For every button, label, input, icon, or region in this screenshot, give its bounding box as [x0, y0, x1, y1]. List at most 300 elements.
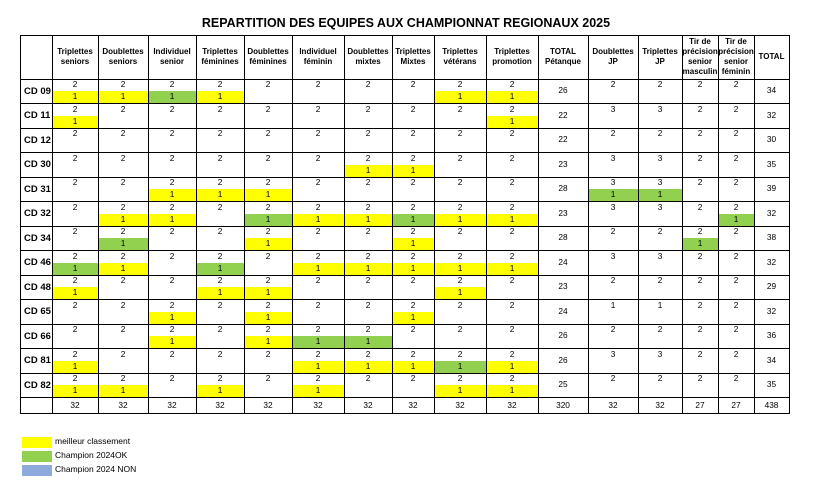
- count-cell: 2: [169, 275, 175, 286]
- count-cell: 3: [610, 103, 616, 114]
- count-cell: 2: [733, 152, 739, 163]
- highlight-cell: 1: [98, 263, 148, 275]
- count-cell: 2: [410, 226, 416, 237]
- count-cell: 1: [657, 299, 663, 310]
- totals-cell: 32: [215, 399, 225, 410]
- count-cell: 2: [509, 177, 515, 188]
- highlight-cell: [148, 263, 196, 275]
- highlight-cell: [588, 116, 638, 128]
- count-cell: 2: [365, 103, 371, 114]
- count-cell: 2: [509, 226, 515, 237]
- highlight-cell: [52, 238, 98, 250]
- count-cell: 2: [697, 324, 703, 335]
- highlight-cell: [682, 336, 718, 348]
- count-cell: 2: [217, 152, 223, 163]
- count-cell: 2: [72, 250, 78, 261]
- highlight-cell: [244, 116, 292, 128]
- highlight-cell: [718, 140, 754, 152]
- count-cell: 2: [410, 79, 416, 90]
- highlight-cell: [486, 189, 538, 201]
- highlight-cell: 1: [52, 116, 98, 128]
- highlight-cell: [588, 140, 638, 152]
- highlight-cell: [638, 361, 682, 373]
- highlight-cell: [344, 91, 392, 103]
- highlight-cell: [682, 165, 718, 177]
- count-cell: 3: [610, 177, 616, 188]
- grid-line: [538, 35, 539, 414]
- highlight-cell: 1: [244, 214, 292, 226]
- grid-line: [20, 324, 789, 325]
- highlight-cell: [638, 238, 682, 250]
- highlight-cell: [344, 385, 392, 397]
- highlight-cell: [196, 238, 244, 250]
- highlight-cell: [52, 189, 98, 201]
- legend-item-champion-non: [22, 465, 222, 476]
- count-cell: 2: [733, 373, 739, 384]
- highlight-cell: [344, 116, 392, 128]
- count-cell: 2: [697, 373, 703, 384]
- highlight-cell: [486, 287, 538, 299]
- highlight-cell: [196, 361, 244, 373]
- count-cell: 2: [509, 103, 515, 114]
- totals-cell: 32: [263, 399, 273, 410]
- count-cell: 2: [657, 373, 663, 384]
- highlight-cell: 1: [486, 385, 538, 397]
- count-cell: 2: [457, 128, 463, 139]
- total-cell: 32: [766, 109, 777, 120]
- count-cell: 2: [365, 226, 371, 237]
- count-cell: 2: [365, 201, 371, 212]
- totals-cell: 32: [70, 399, 80, 410]
- count-cell: 2: [509, 152, 515, 163]
- count-cell: 2: [315, 250, 321, 261]
- highlight-cell: 1: [148, 336, 196, 348]
- highlight-cell: [98, 287, 148, 299]
- count-cell: 2: [265, 177, 271, 188]
- totals-cell: 32: [408, 399, 418, 410]
- grid-line: [196, 35, 197, 414]
- highlight-cell: [52, 165, 98, 177]
- highlight-cell: 1: [392, 263, 434, 275]
- count-cell: 2: [72, 177, 78, 188]
- highlight-cell: [718, 361, 754, 373]
- highlight-cell: [98, 165, 148, 177]
- count-cell: 2: [72, 152, 78, 163]
- highlight-cell: [682, 91, 718, 103]
- highlight-cell: [392, 336, 434, 348]
- highlight-cell: [244, 165, 292, 177]
- cd-label: CD 81: [24, 355, 51, 367]
- column-header: Doublettes JP: [592, 47, 634, 66]
- total-petanque-cell: 26: [558, 354, 568, 365]
- highlight-cell: [244, 361, 292, 373]
- count-cell: 2: [315, 103, 321, 114]
- total-cell: 34: [766, 85, 777, 96]
- highlight-cell: [196, 165, 244, 177]
- count-cell: 2: [315, 299, 321, 310]
- count-cell: 2: [697, 177, 703, 188]
- highlight-cell: [588, 312, 638, 324]
- count-cell: 2: [169, 201, 175, 212]
- count-cell: 2: [457, 152, 463, 163]
- count-cell: 2: [120, 177, 126, 188]
- cd-label: CD 65: [24, 306, 51, 318]
- grid-line: [20, 373, 789, 374]
- highlight-cell: [638, 312, 682, 324]
- grid-line: [434, 35, 435, 414]
- highlight-cell: 1: [638, 189, 682, 201]
- highlight-cell: [52, 312, 98, 324]
- highlight-cell: [588, 361, 638, 373]
- count-cell: 2: [697, 299, 703, 310]
- totals-cell: 32: [363, 399, 373, 410]
- highlight-cell: [292, 189, 344, 201]
- count-cell: 2: [72, 275, 78, 286]
- highlight-cell: [292, 287, 344, 299]
- count-cell: 2: [72, 324, 78, 335]
- total-cell: 38: [766, 232, 777, 243]
- column-header: Individuel senior: [153, 47, 191, 66]
- highlight-cell: 1: [718, 214, 754, 226]
- highlight-cell: [292, 140, 344, 152]
- highlight-cell: [196, 336, 244, 348]
- count-cell: 2: [72, 226, 78, 237]
- highlight-cell: [344, 189, 392, 201]
- count-cell: 2: [697, 348, 703, 359]
- total-cell: 32: [766, 256, 777, 267]
- totals-cell: 320: [556, 399, 570, 410]
- count-cell: 2: [657, 275, 663, 286]
- highlight-cell: 1: [148, 91, 196, 103]
- count-cell: 2: [265, 103, 271, 114]
- highlight-cell: [682, 140, 718, 152]
- highlight-cell: [434, 140, 486, 152]
- highlight-cell: 1: [434, 214, 486, 226]
- highlight-cell: 1: [486, 263, 538, 275]
- championship-table: [20, 35, 796, 425]
- count-cell: 2: [509, 373, 515, 384]
- totals-label: [20, 398, 52, 414]
- count-cell: 2: [217, 103, 223, 114]
- column-header: Triplettes féminines: [201, 47, 239, 66]
- grid-line: [20, 275, 789, 276]
- highlight-cell: [588, 238, 638, 250]
- count-cell: 2: [733, 103, 739, 114]
- total-cell: 34: [766, 354, 777, 365]
- highlight-cell: [148, 287, 196, 299]
- count-cell: 2: [365, 299, 371, 310]
- totals-cell: 32: [167, 399, 177, 410]
- count-cell: 2: [265, 79, 271, 90]
- count-cell: 2: [120, 250, 126, 261]
- highlight-cell: [682, 263, 718, 275]
- total-petanque-cell: 24: [558, 305, 568, 316]
- highlight-cell: [148, 140, 196, 152]
- count-cell: 2: [410, 299, 416, 310]
- highlight-cell: [292, 116, 344, 128]
- totals-cell: 27: [731, 399, 741, 410]
- count-cell: 2: [217, 79, 223, 90]
- count-cell: 2: [733, 128, 739, 139]
- legend-item-champion-ok: [22, 451, 222, 462]
- count-cell: 2: [365, 177, 371, 188]
- count-cell: 2: [610, 324, 616, 335]
- count-cell: 3: [657, 177, 663, 188]
- highlight-cell: [434, 312, 486, 324]
- count-cell: 2: [120, 79, 126, 90]
- totals-cell: 27: [695, 399, 705, 410]
- highlight-cell: [148, 361, 196, 373]
- count-cell: 3: [610, 152, 616, 163]
- totals-cell: 32: [118, 399, 128, 410]
- highlight-cell: [682, 116, 718, 128]
- highlight-cell: [718, 116, 754, 128]
- highlight-cell: [718, 189, 754, 201]
- highlight-cell: 1: [344, 336, 392, 348]
- count-cell: 2: [217, 226, 223, 237]
- count-cell: 2: [265, 299, 271, 310]
- highlight-cell: [682, 189, 718, 201]
- count-cell: 2: [169, 250, 175, 261]
- highlight-cell: 1: [392, 361, 434, 373]
- highlight-cell: [196, 140, 244, 152]
- count-cell: 3: [657, 348, 663, 359]
- legend-label: meilleur classement: [55, 436, 131, 446]
- highlight-cell: 1: [52, 361, 98, 373]
- grid-line: [20, 201, 789, 202]
- count-cell: 2: [169, 226, 175, 237]
- grid-line: [20, 250, 789, 251]
- count-cell: 2: [697, 250, 703, 261]
- count-cell: 2: [733, 250, 739, 261]
- highlight-cell: [344, 312, 392, 324]
- count-cell: 2: [457, 250, 463, 261]
- totals-cell: 32: [455, 399, 465, 410]
- highlight-cell: [392, 91, 434, 103]
- highlight-cell: [638, 336, 682, 348]
- column-header: TOTAL: [758, 52, 785, 61]
- highlight-cell: 1: [486, 91, 538, 103]
- count-cell: 2: [169, 348, 175, 359]
- totals-cell: 32: [507, 399, 517, 410]
- column-header: TOTAL Pétanque: [544, 47, 581, 66]
- grid-line: [20, 35, 789, 36]
- count-cell: 2: [610, 373, 616, 384]
- grid-line: [486, 35, 487, 414]
- highlight-cell: [588, 214, 638, 226]
- highlight-cell: [292, 238, 344, 250]
- count-cell: 2: [120, 103, 126, 114]
- highlight-cell: 1: [98, 385, 148, 397]
- count-cell: 2: [315, 201, 321, 212]
- count-cell: 2: [72, 128, 78, 139]
- highlight-cell: [588, 385, 638, 397]
- highlight-cell: [718, 263, 754, 275]
- highlight-cell: 1: [244, 238, 292, 250]
- column-header: Doublettes seniors: [102, 47, 144, 66]
- highlight-cell: 1: [244, 312, 292, 324]
- highlight-cell: [434, 238, 486, 250]
- count-cell: 2: [410, 373, 416, 384]
- count-cell: 3: [610, 201, 616, 212]
- count-cell: 2: [697, 201, 703, 212]
- grid-line: [754, 35, 755, 414]
- count-cell: 2: [410, 152, 416, 163]
- grid-line: [98, 35, 99, 414]
- highlight-cell: [98, 312, 148, 324]
- highlight-cell: [148, 385, 196, 397]
- total-cell: 30: [766, 134, 777, 145]
- count-cell: 2: [697, 103, 703, 114]
- highlight-cell: 1: [196, 189, 244, 201]
- count-cell: 2: [365, 275, 371, 286]
- grid-line: [20, 226, 789, 227]
- count-cell: 2: [315, 275, 321, 286]
- count-cell: 2: [509, 275, 515, 286]
- count-cell: 2: [509, 250, 515, 261]
- count-cell: 2: [410, 128, 416, 139]
- highlight-cell: [392, 385, 434, 397]
- highlight-cell: [718, 165, 754, 177]
- highlight-cell: [588, 263, 638, 275]
- count-cell: 2: [217, 201, 223, 212]
- totals-cell: 32: [608, 399, 618, 410]
- highlight-cell: [486, 238, 538, 250]
- count-cell: 2: [610, 79, 616, 90]
- count-cell: 2: [217, 299, 223, 310]
- totals-cell: 438: [764, 399, 779, 410]
- count-cell: 3: [610, 348, 616, 359]
- highlight-cell: 1: [292, 361, 344, 373]
- count-cell: 3: [657, 103, 663, 114]
- count-cell: 2: [265, 250, 271, 261]
- total-cell: 32: [766, 305, 777, 316]
- highlight-cell: 1: [392, 312, 434, 324]
- count-cell: 2: [697, 275, 703, 286]
- grid-line: [638, 35, 639, 414]
- highlight-cell: [638, 214, 682, 226]
- highlight-cell: [682, 361, 718, 373]
- totals-cell: 32: [655, 399, 665, 410]
- highlight-cell: 1: [344, 165, 392, 177]
- count-cell: 2: [217, 348, 223, 359]
- count-cell: 2: [169, 373, 175, 384]
- highlight-cell: 1: [344, 214, 392, 226]
- total-petanque-cell: 25: [558, 379, 568, 390]
- count-cell: 2: [410, 324, 416, 335]
- total-cell: 32: [766, 207, 777, 218]
- highlight-cell: 1: [196, 263, 244, 275]
- count-cell: 2: [72, 348, 78, 359]
- count-cell: 3: [657, 201, 663, 212]
- column-header: Triplettes JP: [642, 47, 678, 66]
- count-cell: 2: [410, 250, 416, 261]
- count-cell: 2: [72, 201, 78, 212]
- highlight-cell: [682, 385, 718, 397]
- count-cell: 2: [265, 201, 271, 212]
- total-petanque-cell: 22: [558, 109, 568, 120]
- count-cell: 2: [315, 226, 321, 237]
- count-cell: 2: [410, 275, 416, 286]
- grid-line: [20, 35, 21, 414]
- highlight-cell: [682, 214, 718, 226]
- count-cell: 2: [457, 177, 463, 188]
- count-cell: 2: [169, 128, 175, 139]
- count-cell: 2: [217, 177, 223, 188]
- count-cell: 2: [169, 79, 175, 90]
- highlight-cell: 1: [292, 263, 344, 275]
- column-header: Doublettes mixtes: [347, 47, 389, 66]
- grid-line: [789, 35, 790, 414]
- highlight-cell: 1: [344, 361, 392, 373]
- cd-label: CD 09: [24, 85, 51, 97]
- grid-line: [292, 35, 293, 414]
- legend-label: Champion 2024 NON: [55, 464, 137, 474]
- column-header: Doublettes féminines: [247, 47, 289, 66]
- highlight-cell: [718, 287, 754, 299]
- count-cell: 2: [365, 373, 371, 384]
- count-cell: 2: [169, 103, 175, 114]
- highlight-cell: 1: [486, 214, 538, 226]
- highlight-cell: [434, 336, 486, 348]
- highlight-cell: [148, 165, 196, 177]
- count-cell: 3: [657, 250, 663, 261]
- count-cell: 2: [72, 103, 78, 114]
- highlight-cell: [52, 336, 98, 348]
- count-cell: 2: [365, 152, 371, 163]
- highlight-cell: [392, 116, 434, 128]
- highlight-cell: 1: [588, 189, 638, 201]
- column-header: Triplettes promotion: [492, 47, 532, 66]
- grid-line: [20, 348, 789, 349]
- highlight-cell: 1: [392, 214, 434, 226]
- highlight-cell: [52, 140, 98, 152]
- highlight-cell: [486, 336, 538, 348]
- highlight-cell: 1: [292, 385, 344, 397]
- highlight-cell: [638, 91, 682, 103]
- count-cell: 2: [509, 201, 515, 212]
- highlight-cell: [292, 91, 344, 103]
- highlight-cell: [638, 116, 682, 128]
- highlight-cell: [486, 312, 538, 324]
- highlight-cell: 1: [486, 116, 538, 128]
- count-cell: 2: [657, 226, 663, 237]
- count-cell: 2: [410, 348, 416, 359]
- total-cell: 35: [766, 379, 777, 390]
- count-cell: 2: [509, 324, 515, 335]
- highlight-cell: [392, 189, 434, 201]
- highlight-cell: [344, 238, 392, 250]
- count-cell: 2: [315, 373, 321, 384]
- count-cell: 2: [733, 324, 739, 335]
- grid-line: [392, 35, 393, 414]
- count-cell: 2: [315, 128, 321, 139]
- cd-label: CD 48: [24, 281, 51, 293]
- count-cell: 2: [365, 79, 371, 90]
- highlight-cell: 1: [344, 263, 392, 275]
- count-cell: 2: [120, 348, 126, 359]
- count-cell: 2: [315, 348, 321, 359]
- legend-item-best-ranking: [22, 437, 222, 448]
- highlight-cell: 1: [52, 263, 98, 275]
- grid-line: [344, 35, 345, 414]
- highlight-cell: 1: [196, 385, 244, 397]
- highlight-cell: 1: [52, 385, 98, 397]
- count-cell: 2: [365, 128, 371, 139]
- count-cell: 2: [457, 275, 463, 286]
- highlight-cell: 1: [98, 238, 148, 250]
- count-cell: 2: [120, 201, 126, 212]
